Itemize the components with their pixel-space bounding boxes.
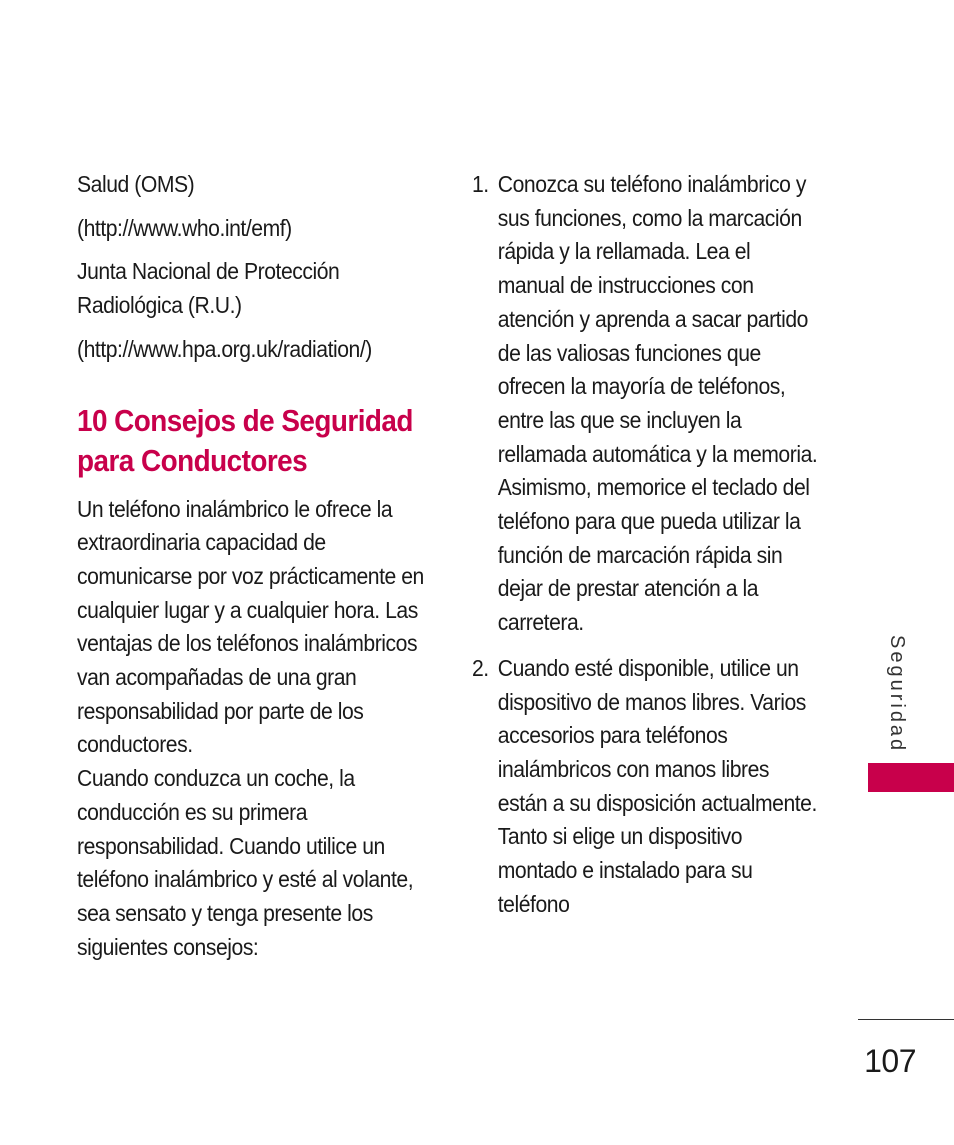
reference-nrpb-name: Junta Nacional de Protección Radiológica (R.U.) <box>77 258 340 319</box>
reference-who-name: Salud (OMS) <box>77 171 195 197</box>
driving-paragraph: Cuando conduzca un coche, la conducción es su primera responsabilidad. Cuando utilice un teléfono inalámbrico y esté al volante, sea sensato y tenga presente los siguientes consejos: <box>77 765 414 960</box>
intro-paragraph: Un teléfono inalámbrico le ofrece la extraordinaria capacidad de comunicarse por voz prácticamente en cualquier lugar y a cualquier hora. Las ventajas de los teléfonos inalámbricos van acompañadas de una gran responsabilidad por parte de los conductores. <box>77 495 424 758</box>
page-number-rule <box>858 1019 954 1020</box>
list-item <box>472 652 820 922</box>
list-item-text: Cuando esté disponible, utilice un dispositivo de manos libres. Varios accesorios para teléfonos inalámbricos con manos libres están a su disposición actualmente. Tanto si elige un dispositivo montado e instalado para su teléfono <box>497 654 817 917</box>
reference-who-url: (http://www.who.int/emf) <box>77 214 292 241</box>
list-item-number: 2. <box>472 654 489 681</box>
section-side-label: Seguridad <box>886 635 908 754</box>
left-column <box>77 168 437 964</box>
section-tab-marker <box>868 763 954 792</box>
page-number: 107 <box>864 1043 916 1079</box>
list-item-text: Conozca su teléfono inalámbrico y sus funciones, como la marcación rápida y la rellamada. Lea el manual de instrucciones con atención y aprenda a sacar partido de las valiosas funciones que ofrecen la mayoría de teléfonos, entre las que se incluyen la rellamada automática y la memoria. Asimismo, memorice el teclado del teléfono para que pueda utilizar la función de marcación rápida sin dejar de prestar atención a la carretera. <box>497 171 818 636</box>
reference-nrpb-url: (http://www.hpa.org.uk/radiation/) <box>77 335 372 362</box>
list-item-number: 1. <box>472 171 489 197</box>
list-item <box>472 168 820 640</box>
right-column <box>472 168 822 933</box>
section-heading: 10 Consejos de Seguridad para Conductores <box>77 402 413 478</box>
